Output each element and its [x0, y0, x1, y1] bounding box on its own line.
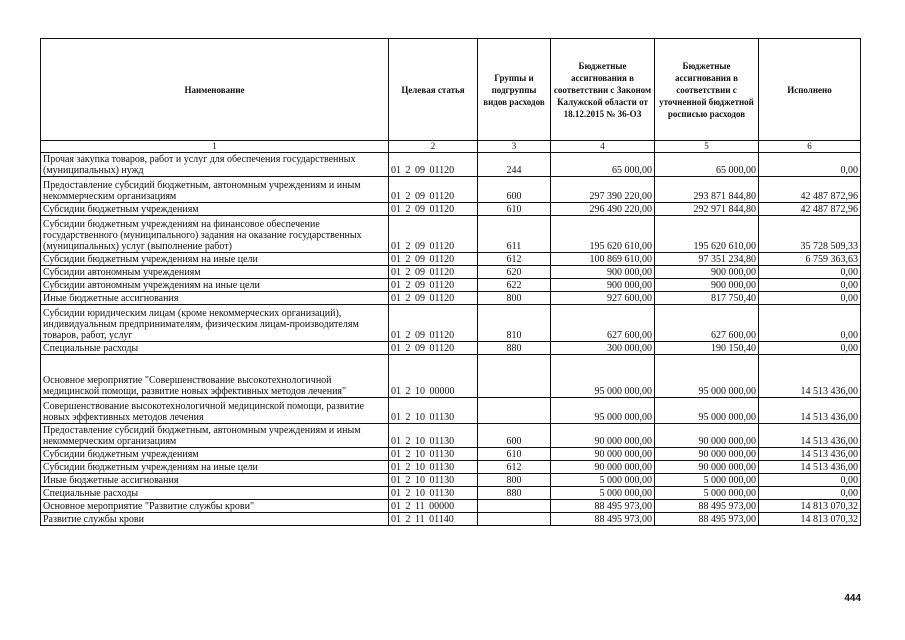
row-target-article: 01 2 10 00000 [389, 355, 478, 398]
row-law-budget: 297 390 220,00 [551, 177, 655, 203]
row-target-article: 01 2 09 01120 [389, 216, 478, 253]
row-revised-budget: 627 600,00 [655, 305, 759, 342]
row-revised-budget: 90 000 000,00 [655, 448, 759, 461]
row-revised-budget: 5 000 000,00 [655, 487, 759, 500]
header-revised-budget: Бюджетные ассигнования в соответствии с уточненной бюджетной росписью расходов [655, 39, 759, 141]
row-revised-budget: 95 000 000,00 [655, 398, 759, 424]
table-row [41, 355, 861, 398]
row-name: Иные бюджетные ассигнования [41, 474, 389, 487]
table-row [41, 305, 861, 342]
row-name: Субсидии юридическим лицам (кроме некоммерческих организаций), индивидуальным предпринимателям, физическим лицам-производителям товаров, работ, услуг [41, 305, 389, 342]
column-number-row [41, 141, 861, 153]
row-target-article: 01 2 10 01130 [389, 398, 478, 424]
row-revised-budget: 190 150,40 [655, 342, 759, 355]
row-law-budget: 65 000,00 [551, 153, 655, 177]
row-executed: 0,00 [759, 342, 861, 355]
column-number: 4 [551, 141, 655, 153]
row-executed: 14 513 436,00 [759, 355, 861, 398]
row-expense-group: 612 [478, 253, 551, 266]
row-executed: 0,00 [759, 279, 861, 292]
row-name: Субсидии автономным учреждениям на иные цели [41, 279, 389, 292]
row-target-article: 01 2 11 01140 [389, 513, 478, 526]
row-executed: 14 513 436,00 [759, 398, 861, 424]
row-target-article: 01 2 09 01120 [389, 342, 478, 355]
row-revised-budget: 5 000 000,00 [655, 474, 759, 487]
column-number: 5 [655, 141, 759, 153]
table-row [41, 253, 861, 266]
table-row [41, 398, 861, 424]
table-row [41, 424, 861, 448]
row-executed: 35 728 509,33 [759, 216, 861, 253]
row-expense-group: 600 [478, 424, 551, 448]
row-target-article: 01 2 10 01130 [389, 424, 478, 448]
header-law-budget: Бюджетные ассигнования в соответствии с Законом Калужской области от 18.12.2015 № 36-ОЗ [551, 39, 655, 141]
row-executed: 0,00 [759, 292, 861, 305]
row-law-budget: 195 620 610,00 [551, 216, 655, 253]
row-expense-group: 880 [478, 342, 551, 355]
row-revised-budget: 292 971 844,80 [655, 203, 759, 216]
row-law-budget: 90 000 000,00 [551, 448, 655, 461]
table-row [41, 266, 861, 279]
row-law-budget: 88 495 973,00 [551, 513, 655, 526]
row-law-budget: 296 490 220,00 [551, 203, 655, 216]
header-expense-groups: Группы и подгруппы видов расходов [478, 39, 551, 141]
row-target-article: 01 2 09 01120 [389, 177, 478, 203]
row-name: Предоставление субсидий бюджетным, автономным учреждениям и иным некоммерческим организациям [41, 424, 389, 448]
table-row [41, 292, 861, 305]
row-name: Субсидии бюджетным учреждениям [41, 448, 389, 461]
row-executed: 14 513 436,00 [759, 461, 861, 474]
row-expense-group: 610 [478, 203, 551, 216]
column-number: 2 [389, 141, 478, 153]
row-revised-budget: 900 000,00 [655, 279, 759, 292]
row-law-budget: 95 000 000,00 [551, 398, 655, 424]
row-law-budget: 90 000 000,00 [551, 424, 655, 448]
header-executed: Исполнено [759, 39, 861, 141]
row-executed: 14 813 070,32 [759, 513, 861, 526]
row-expense-group [478, 355, 551, 398]
header-target-article: Целевая статья [389, 39, 478, 141]
table-row [41, 279, 861, 292]
column-number: 6 [759, 141, 861, 153]
row-revised-budget: 293 871 844,80 [655, 177, 759, 203]
row-name: Специальные расходы [41, 487, 389, 500]
row-expense-group [478, 398, 551, 424]
column-number: 3 [478, 141, 551, 153]
row-law-budget: 5 000 000,00 [551, 474, 655, 487]
row-executed: 0,00 [759, 305, 861, 342]
row-expense-group: 612 [478, 461, 551, 474]
table-row [41, 153, 861, 177]
row-name: Совершенствование высокотехнологичной медицинской помощи, развитие новых эффективных методов лечения [41, 398, 389, 424]
budget-table [40, 38, 861, 526]
row-target-article: 01 2 09 01120 [389, 253, 478, 266]
row-name: Субсидии бюджетным учреждениям на иные цели [41, 461, 389, 474]
header-row [41, 39, 861, 141]
row-revised-budget: 195 620 610,00 [655, 216, 759, 253]
row-target-article: 01 2 10 01130 [389, 448, 478, 461]
row-executed: 0,00 [759, 153, 861, 177]
table-row [41, 342, 861, 355]
header-name: Наименование [41, 39, 389, 141]
row-expense-group: 622 [478, 279, 551, 292]
table-row [41, 448, 861, 461]
row-target-article: 01 2 09 01120 [389, 266, 478, 279]
table-row [41, 203, 861, 216]
row-revised-budget: 88 495 973,00 [655, 513, 759, 526]
row-law-budget: 927 600,00 [551, 292, 655, 305]
row-expense-group: 600 [478, 177, 551, 203]
row-expense-group: 880 [478, 487, 551, 500]
row-name: Основное мероприятие "Совершенствование высокотехнологичной медицинской помощи, развитие новых эффективных методов лечения" [41, 355, 389, 398]
row-law-budget: 900 000,00 [551, 266, 655, 279]
page-number: 444 [844, 593, 861, 604]
row-executed: 0,00 [759, 487, 861, 500]
row-executed: 14 813 070,32 [759, 500, 861, 513]
row-law-budget: 95 000 000,00 [551, 355, 655, 398]
table-row [41, 216, 861, 253]
row-target-article: 01 2 09 01120 [389, 292, 478, 305]
row-revised-budget: 90 000 000,00 [655, 424, 759, 448]
row-name: Субсидии бюджетным учреждениям [41, 203, 389, 216]
row-target-article: 01 2 11 00000 [389, 500, 478, 513]
row-name: Субсидии бюджетным учреждениям на иные цели [41, 253, 389, 266]
table-body [41, 153, 861, 526]
row-target-article: 01 2 09 01120 [389, 203, 478, 216]
row-expense-group [478, 500, 551, 513]
row-law-budget: 5 000 000,00 [551, 487, 655, 500]
row-target-article: 01 2 10 01130 [389, 461, 478, 474]
row-name: Специальные расходы [41, 342, 389, 355]
row-executed: 14 513 436,00 [759, 448, 861, 461]
row-expense-group [478, 513, 551, 526]
row-name: Субсидии бюджетным учреждениям на финансовое обеспечение государственного (муниципального) задания на оказание государственных (муниципальных) услуг (выполнение работ) [41, 216, 389, 253]
row-law-budget: 300 000,00 [551, 342, 655, 355]
row-name: Прочая закупка товаров, работ и услуг для обеспечения государственных (муниципальных) нужд [41, 153, 389, 177]
row-revised-budget: 90 000 000,00 [655, 461, 759, 474]
row-executed: 42 487 872,96 [759, 177, 861, 203]
column-number: 1 [41, 141, 389, 153]
row-law-budget: 627 600,00 [551, 305, 655, 342]
row-executed: 0,00 [759, 474, 861, 487]
row-revised-budget: 817 750,40 [655, 292, 759, 305]
row-expense-group: 810 [478, 305, 551, 342]
row-name: Субсидии автономным учреждениям [41, 266, 389, 279]
row-expense-group: 800 [478, 292, 551, 305]
row-expense-group: 620 [478, 266, 551, 279]
row-name: Иные бюджетные ассигнования [41, 292, 389, 305]
table-row [41, 461, 861, 474]
row-law-budget: 100 869 610,00 [551, 253, 655, 266]
row-target-article: 01 2 10 01130 [389, 474, 478, 487]
row-expense-group: 610 [478, 448, 551, 461]
row-executed: 42 487 872,96 [759, 203, 861, 216]
row-expense-group: 244 [478, 153, 551, 177]
table-row [41, 177, 861, 203]
row-name: Развитие службы крови [41, 513, 389, 526]
row-target-article: 01 2 09 01120 [389, 153, 478, 177]
row-law-budget: 900 000,00 [551, 279, 655, 292]
row-target-article: 01 2 09 01120 [389, 279, 478, 292]
row-revised-budget: 95 000 000,00 [655, 355, 759, 398]
table-row [41, 513, 861, 526]
row-law-budget: 88 495 973,00 [551, 500, 655, 513]
table-row [41, 487, 861, 500]
row-expense-group: 611 [478, 216, 551, 253]
row-target-article: 01 2 10 01130 [389, 487, 478, 500]
table-row [41, 500, 861, 513]
row-executed: 6 759 363,63 [759, 253, 861, 266]
row-revised-budget: 65 000,00 [655, 153, 759, 177]
row-revised-budget: 97 351 234,80 [655, 253, 759, 266]
row-expense-group: 800 [478, 474, 551, 487]
row-name: Предоставление субсидий бюджетным, автономным учреждениям и иным некоммерческим организациям [41, 177, 389, 203]
row-law-budget: 90 000 000,00 [551, 461, 655, 474]
row-name: Основное мероприятие "Развитие службы крови" [41, 500, 389, 513]
table-row [41, 474, 861, 487]
row-executed: 14 513 436,00 [759, 424, 861, 448]
row-target-article: 01 2 09 01120 [389, 305, 478, 342]
row-revised-budget: 88 495 973,00 [655, 500, 759, 513]
row-executed: 0,00 [759, 266, 861, 279]
row-revised-budget: 900 000,00 [655, 266, 759, 279]
